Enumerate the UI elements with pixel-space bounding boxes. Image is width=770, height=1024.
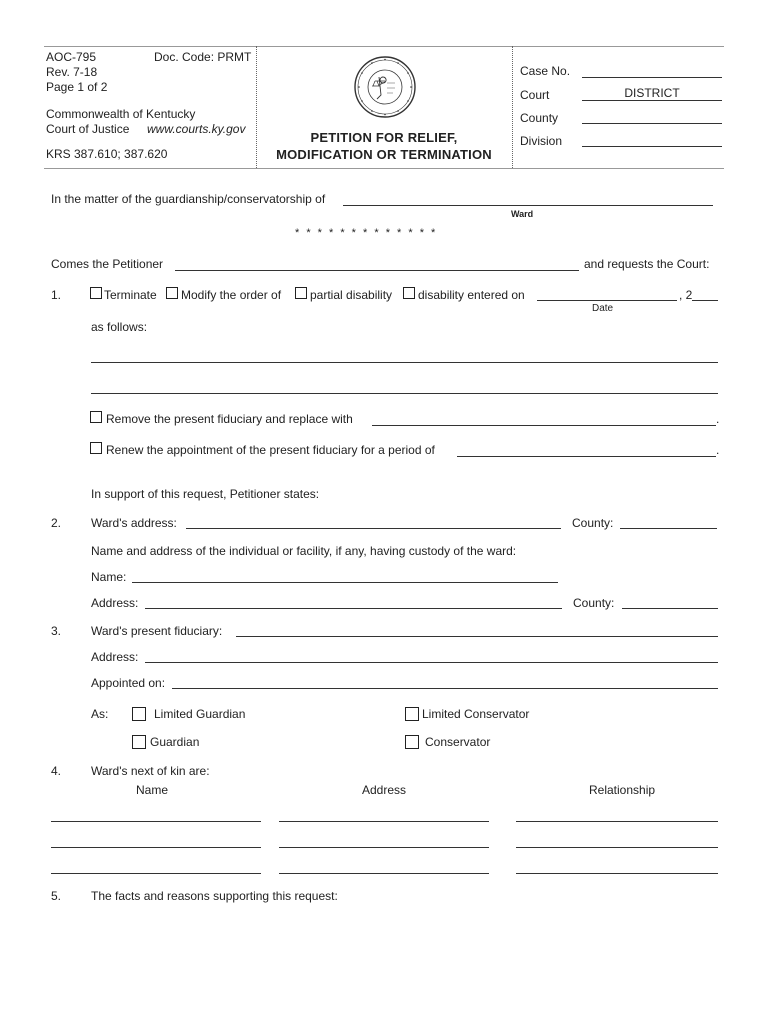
date-caption: Date <box>592 303 614 314</box>
as-follows-line-2[interactable] <box>91 393 718 394</box>
disability-label: disability entered on <box>418 288 525 302</box>
remove-fiduciary-checkbox[interactable] <box>90 411 102 423</box>
guardian-label: Guardian <box>150 735 200 749</box>
kin-name-field-2[interactable] <box>51 847 261 848</box>
conservator-checkbox[interactable] <box>405 735 419 749</box>
case-no-field[interactable] <box>582 77 722 78</box>
as-follows-line-1[interactable] <box>91 362 718 363</box>
custodian-address-field[interactable] <box>145 608 562 609</box>
custodian-name-field[interactable] <box>132 582 558 583</box>
support-statement: In support of this request, Petitioner states: <box>91 487 320 501</box>
header-divider-right <box>512 46 513 168</box>
page-count: Page 1 of 2 <box>46 80 108 94</box>
item4-number: 4. <box>51 764 62 778</box>
replacement-fiduciary-field[interactable] <box>372 425 716 426</box>
limited-guardian-label: Limited Guardian <box>154 707 246 721</box>
fiduciary-label: Ward's present fiduciary: <box>91 624 223 638</box>
court-value: DISTRICT <box>624 86 680 100</box>
fiduciary-address-field[interactable] <box>145 662 718 663</box>
conservator-label: Conservator <box>425 735 491 749</box>
case-no-label: Case No. <box>520 64 571 78</box>
as-follows-label: as follows: <box>91 320 148 334</box>
period-dot: . <box>716 412 720 426</box>
revision: Rev. 7-18 <box>46 65 98 79</box>
petitioner-label: Comes the Petitioner <box>51 257 164 271</box>
limited-conservator-checkbox[interactable] <box>405 707 419 721</box>
limited-conservator-label: Limited Conservator <box>422 707 530 721</box>
ward-address-label: Ward's address: <box>91 516 177 530</box>
krs-reference: KRS 387.610; 387.620 <box>46 147 168 161</box>
kin-name-field-1[interactable] <box>51 821 261 822</box>
appointed-on-label: Appointed on: <box>91 676 166 690</box>
custodian-address-label: Address: <box>91 596 139 610</box>
fiduciary-field[interactable] <box>236 636 718 637</box>
petitioner-field[interactable] <box>175 270 579 271</box>
kin-name-header: Name <box>136 783 169 797</box>
custodian-county-field[interactable] <box>622 608 718 609</box>
fiduciary-address-label: Address: <box>91 650 139 664</box>
header-top-rule <box>44 46 724 47</box>
org-commonwealth: Commonwealth of Kentucky <box>46 107 196 121</box>
kin-relationship-field-2[interactable] <box>516 847 718 848</box>
custodian-name-label: Name: <box>91 570 127 584</box>
ward-address-field[interactable] <box>186 528 561 529</box>
item2-number: 2. <box>51 516 62 530</box>
limited-guardian-checkbox[interactable] <box>132 707 146 721</box>
remove-fiduciary-label: Remove the present fiduciary and replace with <box>106 412 353 426</box>
guardian-checkbox[interactable] <box>132 735 146 749</box>
terminate-label: Terminate <box>104 288 157 302</box>
appointed-on-field[interactable] <box>172 688 718 689</box>
item1-number: 1. <box>51 288 62 302</box>
court-field[interactable] <box>582 100 722 101</box>
as-label: As: <box>91 707 109 721</box>
modify-checkbox[interactable] <box>166 287 178 299</box>
form-title-line1: PETITION FOR RELIEF, <box>310 130 458 145</box>
ward-county-field[interactable] <box>620 528 717 529</box>
custody-instructions: Name and address of the individual or facility, if any, having custody of the ward: <box>91 544 517 558</box>
ward-county-label: County: <box>572 516 614 530</box>
item5-number: 5. <box>51 889 62 903</box>
kin-address-field-3[interactable] <box>279 873 489 874</box>
court-seal-icon <box>353 55 417 119</box>
year-field[interactable] <box>692 300 718 301</box>
kin-address-field-2[interactable] <box>279 847 489 848</box>
ward-caption: Ward <box>511 209 534 219</box>
court-label: Court <box>520 88 550 102</box>
form-title-line2: MODIFICATION OR TERMINATION <box>276 147 492 162</box>
website-link[interactable]: www.courts.ky.gov <box>147 122 246 136</box>
renewal-period-field[interactable] <box>457 456 716 457</box>
kin-name-field-3[interactable] <box>51 873 261 874</box>
partial-disability-label: partial disability <box>310 288 393 302</box>
item3-number: 3. <box>51 624 62 638</box>
disability-date-field[interactable] <box>537 300 677 301</box>
county-field[interactable] <box>582 123 722 124</box>
header-bottom-rule <box>44 168 724 169</box>
division-field[interactable] <box>582 146 722 147</box>
requests-court-text: and requests the Court: <box>584 257 710 271</box>
modify-label: Modify the order of <box>181 288 282 302</box>
custodian-county-label: County: <box>573 596 615 610</box>
kin-relationship-field-1[interactable] <box>516 821 718 822</box>
year-prefix: , 2 <box>679 288 693 302</box>
facts-reasons-label: The facts and reasons supporting this request: <box>91 889 338 903</box>
next-of-kin-label: Ward's next of kin are: <box>91 764 210 778</box>
kin-address-field-1[interactable] <box>279 821 489 822</box>
kin-relationship-header: Relationship <box>589 783 656 797</box>
partial-disability-checkbox[interactable] <box>295 287 307 299</box>
form-number: AOC-795 <box>46 50 97 64</box>
renew-appointment-label: Renew the appointment of the present fiduciary for a period of <box>106 443 435 457</box>
period-dot: . <box>716 443 720 457</box>
terminate-checkbox[interactable] <box>90 287 102 299</box>
header-divider-left <box>256 46 257 168</box>
matter-label: In the matter of the guardianship/conservatorship of <box>51 192 326 206</box>
division-label: Division <box>520 134 563 148</box>
org-court: Court of Justice <box>46 122 130 136</box>
doc-code: Doc. Code: PRMT <box>154 50 252 64</box>
ward-name-field[interactable] <box>343 205 713 206</box>
county-label: County <box>520 111 559 125</box>
renew-appointment-checkbox[interactable] <box>90 442 102 454</box>
kin-relationship-field-3[interactable] <box>516 873 718 874</box>
separator-stars: * * * * * * * * * * * * * <box>295 227 438 239</box>
disability-checkbox[interactable] <box>403 287 415 299</box>
kin-address-header: Address <box>362 783 407 797</box>
